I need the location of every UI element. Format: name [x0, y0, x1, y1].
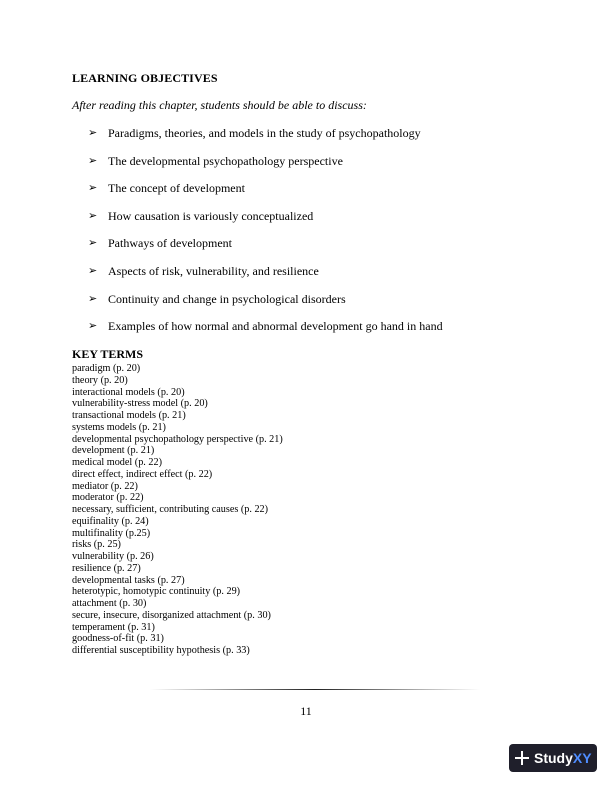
- arrow-bullet-icon: ➢: [88, 264, 98, 277]
- arrow-bullet-icon: ➢: [88, 127, 98, 139]
- learning-objectives-heading: LEARNING OBJECTIVES: [72, 71, 218, 85]
- arrow-bullet-icon: ➢: [88, 154, 98, 167]
- key-term: risks (p. 25): [72, 539, 121, 551]
- badge-label: StudyXY: [534, 750, 592, 766]
- key-term: development (p. 21): [72, 445, 155, 457]
- key-term: attachment (p. 30): [72, 598, 147, 609]
- objective-item: ➢ How causation is variously conceptualized: [88, 208, 314, 223]
- key-term: interactional models (p. 20): [72, 386, 185, 398]
- key-term: developmental psychopathology perspective (p. 21): [72, 433, 283, 445]
- key-term: resilience (p. 27): [72, 562, 141, 574]
- key-terms-heading: KEY TERMS: [72, 347, 144, 361]
- arrow-bullet-icon: ➢: [88, 209, 98, 222]
- key-term: theory (p. 20): [72, 374, 128, 386]
- key-term: paradigm (p. 20): [72, 363, 141, 374]
- objectives-intro: After reading this chapter, students should be able to discuss:: [72, 98, 367, 112]
- key-term: differential susceptibility hypothesis (p. 33): [72, 645, 250, 656]
- objective-item: ➢ The concept of development: [88, 181, 245, 196]
- footer-divider: [150, 689, 480, 690]
- objective-item: ➢ Continuity and change in psychological disorders: [88, 291, 346, 306]
- key-term: vulnerability (p. 26): [72, 551, 154, 562]
- key-term: goodness-of-fit (p. 31): [72, 633, 164, 645]
- plus-icon: [515, 751, 529, 765]
- key-term: temperament (p. 31): [72, 621, 155, 633]
- objective-item: ➢ Examples of how normal and abnormal development go hand in hand: [88, 319, 443, 334]
- key-term: mediator (p. 22): [72, 480, 138, 492]
- key-term: vulnerability-stress model (p. 20): [72, 398, 208, 410]
- studyxy-badge[interactable]: [509, 744, 597, 772]
- key-terms-list: [72, 363, 283, 657]
- objective-item: ➢ Aspects of risk, vulnerability, and resilience: [88, 263, 319, 278]
- arrow-bullet-icon: ➢: [88, 292, 98, 305]
- key-term: multifinality (p.25): [72, 527, 151, 539]
- key-term: equifinality (p. 24): [72, 515, 149, 527]
- arrow-bullet-icon: ➢: [88, 320, 98, 333]
- key-term: moderator (p. 22): [72, 492, 144, 504]
- arrow-bullet-icon: ➢: [88, 182, 98, 195]
- key-term: heterotypic, homotypic continuity (p. 29): [72, 586, 241, 598]
- key-term: medical model (p. 22): [72, 457, 162, 468]
- key-term: developmental tasks (p. 27): [72, 574, 185, 586]
- objective-item: ➢ The developmental psychopathology perspective: [88, 153, 343, 168]
- key-term: transactional models (p. 21): [72, 410, 186, 421]
- objective-item: ➢ Pathways of development: [88, 236, 232, 251]
- key-term: direct effect, indirect effect (p. 22): [72, 468, 213, 480]
- page-number: 11: [300, 704, 312, 718]
- key-term: secure, insecure, disorganized attachment (p. 30): [72, 609, 271, 621]
- key-term: systems models (p. 21): [72, 421, 166, 433]
- key-term: necessary, sufficient, contributing causes (p. 22): [72, 504, 269, 515]
- arrow-bullet-icon: ➢: [88, 237, 98, 250]
- objective-item: ➢ Paradigms, theories, and models in the study of psychopathology: [88, 126, 421, 140]
- objectives-list: [88, 126, 443, 347]
